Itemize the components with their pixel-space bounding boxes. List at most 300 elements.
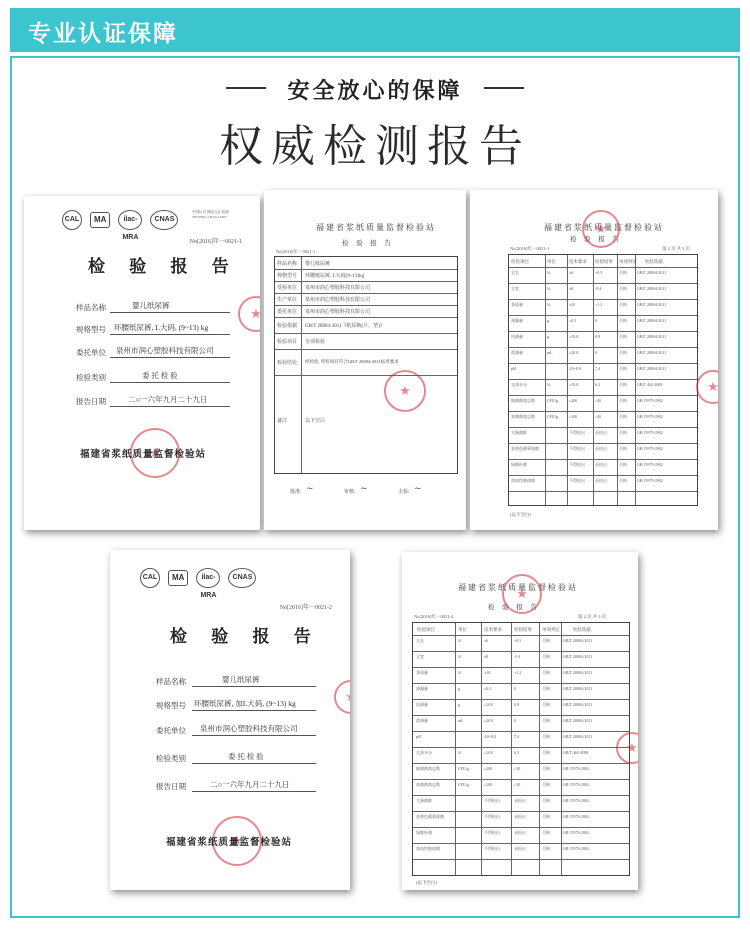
results-cell: 真菌菌落总数 (511, 414, 535, 419)
field-underline (192, 735, 316, 736)
results-cell: 未检出 (514, 798, 526, 803)
page-title: 权威检测报告 (219, 121, 531, 172)
results-cell: ≤20.0 (569, 350, 579, 355)
field-underline (192, 763, 316, 764)
summary-label: 受检单位 (277, 286, 298, 291)
banner-title: 专业认证保障 (28, 21, 178, 47)
results-cell: GB/T 28004-2011 (637, 286, 667, 291)
results-col-header: 检验项目 (511, 259, 529, 264)
results-cell: 大肠菌群 (416, 798, 432, 803)
results-cell: GB/T 28004-2011 (563, 718, 593, 723)
field-value-client: 泉州市润心塑胶科技有限公司 (200, 724, 298, 733)
results-row-divider (509, 411, 697, 412)
field-underline (192, 791, 316, 792)
results-cell: ≤0.5 (484, 686, 492, 691)
results-cell: ≤10.0 (569, 382, 579, 387)
sheet-page: 第 2 页 共 3 页 (662, 246, 691, 251)
results-cell: 不得检出 (484, 798, 500, 803)
results-cell: CFU/g (458, 766, 469, 771)
results-row-divider (509, 331, 697, 332)
results-cell: 不得检出 (484, 846, 500, 851)
results-row-divider (413, 683, 629, 684)
results-cell: 溶血性链球菌 (511, 478, 535, 483)
results-cell: 未检出 (595, 462, 607, 467)
results-cell: <20 (595, 398, 602, 403)
results-cell: GB/T 28004-2011 (563, 702, 593, 707)
field-label-client: 委托单位 (76, 348, 106, 357)
results-cell: 合格 (542, 798, 550, 803)
results-cell: 未检出 (514, 846, 526, 851)
results-cell: ±8 (484, 654, 489, 659)
summary-label: 生产单位 (277, 298, 298, 303)
summary-value: 以下空白 (305, 419, 326, 424)
results-cell: 未检出 (595, 478, 607, 483)
results-cell: 交货水分 (511, 382, 527, 387)
results-cell: 0 (595, 350, 597, 355)
results-cell: 合格 (619, 350, 627, 355)
signature-label: 审核: (344, 490, 356, 495)
summary-table (274, 256, 458, 474)
results-cell: 合格 (619, 446, 627, 451)
results-cell: 合格 (542, 702, 550, 707)
sheet-subheader: 检 验 报 告 (488, 604, 540, 611)
results-cell: GB 15979-2002 (637, 430, 663, 435)
results-cell: ±10 (569, 302, 576, 307)
signature-mark: ~ (360, 484, 368, 494)
results-col-header: 检验结果 (595, 259, 613, 264)
results-cell: 6.3 (595, 382, 600, 387)
results-cell: <20 (595, 414, 602, 419)
results-cell: g (547, 318, 549, 323)
results-cell: GB 15979-2002 (563, 814, 589, 819)
field-label-type: 检验类别 (156, 754, 186, 763)
results-cell: GB 15979-2002 (637, 462, 663, 467)
results-table-2 (412, 622, 630, 876)
results-cell: 合格 (542, 766, 550, 771)
results-row-divider (509, 347, 697, 348)
results-row-divider (509, 427, 697, 428)
results-cell: pH (511, 366, 516, 371)
results-row-divider (413, 747, 629, 748)
field-underline (110, 334, 230, 335)
results-row-divider (413, 731, 629, 732)
results-cell: ≤200 (569, 398, 578, 403)
report-title: 检 验 报 告 (88, 257, 239, 276)
results-cell: GB 15979-2002 (563, 798, 589, 803)
field-label-sample: 样品名称 (156, 677, 186, 686)
results-cell: GB/T 28004-2011 (563, 670, 593, 675)
results-col-header: 检验依据 (573, 627, 591, 632)
results-cell: 金黄色葡萄球菌 (511, 446, 539, 451)
report-cover-document-2 (110, 550, 350, 890)
results-cell: ≤100 (569, 414, 578, 419)
summary-value: 泉州市润心塑胶科技有限公司 (305, 310, 371, 315)
results-col-header: 技术要求 (569, 259, 587, 264)
summary-label: 检验依据 (277, 324, 298, 329)
field-underline (192, 710, 316, 711)
results-cell: 4.0~8.0 (569, 366, 582, 371)
results-cell: 滑渗量 (416, 718, 428, 723)
results-cell: CFU/g (547, 414, 558, 419)
results-cell: 0 (514, 686, 516, 691)
results-cell: 绿脓杆菌 (416, 830, 432, 835)
summary-label: 规格型号 (277, 274, 298, 279)
results-cell: 回渗量 (416, 702, 428, 707)
results-col-header: 技术要求 (484, 627, 502, 632)
field-value-type: 委 托 检 验 (228, 752, 264, 761)
results-cell: 合格 (542, 750, 550, 755)
results-cell: 6.3 (514, 750, 519, 755)
results-cell: mL (458, 718, 464, 723)
results-col-header: 单项判定 (542, 627, 560, 632)
sheet-page: 第 2 页 共 3 页 (578, 614, 607, 619)
summary-value: 泉州市润心塑胶科技有限公司 (305, 286, 371, 291)
results-cell: GB/T 28004-2011 (637, 302, 667, 307)
results-row-divider (509, 363, 697, 364)
results-cell: 绿脓杆菌 (511, 462, 527, 467)
summary-label: 检验项目 (277, 340, 298, 345)
results-cell: 7.4 (595, 366, 600, 371)
field-label-client: 委托单位 (156, 726, 186, 735)
summary-value: 泉州市润心塑胶科技有限公司 (305, 298, 371, 303)
results-cell: 条质量 (416, 670, 428, 675)
test-results-document-2 (402, 552, 638, 890)
sheet-number: No[2016]年一0021-1 (276, 249, 316, 254)
results-cell: <20 (514, 766, 521, 771)
summary-value: GB/T 28004-2011《纸尿裤(片、垫)》 (305, 324, 385, 329)
results-cell: % (547, 382, 551, 387)
results-cell: 不得检出 (484, 830, 500, 835)
subtitle-left-rule (226, 87, 266, 89)
results-cell: % (458, 638, 462, 643)
results-cell: 合格 (619, 286, 627, 291)
results-col-header: 检验依据 (645, 259, 663, 264)
results-cell: 未检出 (595, 430, 607, 435)
report-summary-document (264, 190, 466, 530)
results-cell: 全宽 (416, 654, 424, 659)
results-col-header: 单项判定 (619, 259, 637, 264)
field-value-spec: 环腰纸尿裤, L大码, (9~13) kg (114, 323, 209, 332)
results-cell: GB/T 28004-2011 (563, 686, 593, 691)
results-cell: ≤20.0 (484, 718, 494, 723)
results-cell: 合格 (542, 734, 550, 739)
results-cell: 滑渗量 (511, 350, 523, 355)
results-cell: 渗漏量 (511, 318, 523, 323)
cal-logo: CAL (140, 568, 160, 588)
summary-label: 委托单位 (277, 310, 298, 315)
results-cell: 合格 (619, 270, 627, 275)
summary-label: 样品名称 (277, 262, 298, 267)
field-label-type: 检验类别 (76, 373, 106, 382)
results-cell: 合格 (542, 846, 550, 851)
field-underline (110, 357, 230, 358)
report-footer-org: 福建省浆纸质量监督检验站 (166, 838, 293, 848)
field-value-sample: 婴儿纸尿裤 (132, 301, 170, 310)
results-cell: GB/T 28004-2011 (637, 334, 667, 339)
results-cell: pH (416, 734, 421, 739)
results-row-divider (413, 763, 629, 764)
report-number: No[2016]年一0021-2 (279, 605, 332, 611)
results-cell: ≤10.0 (484, 750, 494, 755)
results-row-divider (413, 651, 629, 652)
field-underline (110, 406, 230, 407)
field-value-date: 二○一六年九月二十九日 (210, 780, 290, 789)
results-cell: 渗漏量 (416, 686, 428, 691)
results-cell: GB/T 462-2008 (563, 750, 589, 755)
results-cell: 合格 (619, 366, 627, 371)
results-row-divider (413, 667, 629, 668)
results-cell: GB/T 28004-2011 (637, 318, 667, 323)
section-banner (10, 8, 740, 52)
field-label-date: 报告日期 (76, 397, 106, 406)
results-cell: 回渗量 (511, 334, 523, 339)
results-cell: GB 15979-2002 (637, 446, 663, 451)
sheet-subheader: 检 验 报 告 (570, 236, 622, 243)
results-cell: % (547, 270, 551, 275)
results-cell: +0.5 (595, 270, 603, 275)
results-row-divider (413, 699, 629, 700)
ilac-mra-logo: ilac-MRA (118, 210, 142, 230)
results-row-divider (413, 827, 629, 828)
results-row-divider (509, 395, 697, 396)
results-cell: ±6 (569, 270, 574, 275)
results-cell: GB 15979-2002 (637, 414, 663, 419)
results-note: (以下空白) (416, 880, 437, 885)
results-row-divider (509, 491, 697, 492)
field-value-sample: 婴儿纸尿裤 (222, 675, 260, 684)
results-cell: 合格 (619, 478, 627, 483)
cal-logo: CAL (62, 210, 82, 230)
signature-label: 批准: (290, 490, 302, 495)
sheet-header: 福建省浆纸质量监督检验站 (316, 223, 436, 232)
cnas-logo: CNAS (228, 568, 256, 588)
results-col-header: 检验项目 (417, 627, 435, 632)
summary-value: 环腰纸尿裤, L大码(9~13)kg (305, 274, 365, 279)
report-cover-document (24, 196, 260, 530)
results-cell: GB 15979-2002 (637, 478, 663, 483)
results-cell: 合格 (542, 670, 550, 675)
results-cell: 真菌菌落总数 (416, 782, 440, 787)
field-underline (110, 312, 230, 313)
ilac-mra-logo: ilac-MRA (196, 568, 220, 588)
results-cell: 未检出 (514, 814, 526, 819)
cma-logo: MA (90, 212, 110, 228)
results-cell: 合格 (619, 382, 627, 387)
results-cell: 全长 (416, 638, 424, 643)
results-note: (以下空白) (510, 512, 531, 517)
results-cell: GB 15979-2002 (637, 398, 663, 403)
field-label-spec: 规格型号 (156, 701, 186, 710)
results-cell: ≤200 (484, 766, 493, 771)
summary-label: 备注 (277, 419, 288, 424)
results-cell: 合格 (542, 782, 550, 787)
results-cell: 合格 (542, 686, 550, 691)
field-label-date: 报告日期 (156, 782, 186, 791)
results-cell: g (458, 702, 460, 707)
results-cell: % (458, 654, 462, 659)
results-cell: 条质量 (511, 302, 523, 307)
results-cell: 合格 (542, 638, 550, 643)
results-cell: 合格 (619, 398, 627, 403)
signature-mark: ~ (414, 484, 422, 494)
results-cell: GB 15979-2002 (563, 782, 589, 787)
results-cell: GB/T 28004-2011 (637, 350, 667, 355)
results-cell: CFU/g (547, 398, 558, 403)
results-cell: 不得检出 (569, 430, 585, 435)
results-cell: 合格 (619, 462, 627, 467)
results-cell: GB/T 28004-2011 (637, 366, 667, 371)
results-cell: % (458, 750, 462, 755)
results-cell: GB/T 28004-2011 (563, 638, 593, 643)
report-footer-org: 福建省浆纸质量监督检验站 (80, 450, 207, 460)
results-cell: GB 15979-2002 (563, 830, 589, 835)
results-cell: % (547, 302, 551, 307)
results-cell: 合格 (542, 654, 550, 659)
cnas-logo: CNAS (150, 210, 178, 230)
results-cell: g (458, 686, 460, 691)
results-cell: ±10 (484, 670, 491, 675)
signature-mark: ~ (306, 484, 314, 494)
results-cell: 大肠菌群 (511, 430, 527, 435)
results-cell: ≤0.5 (569, 318, 577, 323)
results-cell: 未检出 (514, 830, 526, 835)
field-label-sample: 样品名称 (76, 303, 106, 312)
signature-label: 主检: (398, 490, 410, 495)
results-col-header: 单位 (458, 627, 467, 632)
results-cell: 细菌菌落总数 (416, 766, 440, 771)
sheet-header: 福建省浆纸质量监督检验站 (458, 583, 578, 592)
results-cell: GB/T 28004-2011 (563, 654, 593, 659)
results-cell: GB 15979-2002 (563, 846, 589, 851)
results-cell: 0.8 (514, 702, 519, 707)
results-cell: 合格 (619, 430, 627, 435)
summary-value: 婴儿纸尿裤 (305, 262, 331, 267)
subtitle-right-rule (484, 87, 524, 89)
results-cell: +1.2 (514, 670, 522, 675)
edge-seal (238, 296, 260, 332)
results-cell: 合格 (619, 334, 627, 339)
results-cell: +0.5 (514, 638, 522, 643)
results-row-divider (413, 779, 629, 780)
official-seal (582, 210, 620, 248)
report-number: No[2016]年一0021-1 (189, 239, 242, 245)
results-cell: 0.8 (595, 334, 600, 339)
results-cell: 合格 (542, 830, 550, 835)
results-cell: 合格 (619, 318, 627, 323)
sheet-header: 福建省浆纸质量监督检验站 (544, 223, 664, 232)
results-table (508, 254, 698, 506)
results-cell: 合格 (619, 302, 627, 307)
results-row-divider (413, 859, 629, 860)
results-cell: -0.4 (514, 654, 521, 659)
field-value-client: 泉州市润心塑胶科技有限公司 (116, 346, 214, 355)
summary-label: 检验结论 (277, 361, 298, 366)
results-cell: ≤10.0 (484, 702, 494, 707)
results-cell: 0 (595, 318, 597, 323)
edge-seal (696, 370, 718, 404)
results-cell: +1.2 (595, 302, 603, 307)
results-cell: 不得检出 (569, 462, 585, 467)
results-cell: GB/T 28004-2011 (563, 734, 593, 739)
results-col-header: 单位 (547, 259, 556, 264)
summary-value: 经检验, 所检项目符合GB/T 28004-2011标准要求 (305, 359, 399, 364)
results-cell: <20 (514, 782, 521, 787)
results-cell: 合格 (542, 718, 550, 723)
results-cell: g (547, 334, 549, 339)
results-cell: 交货水分 (416, 750, 432, 755)
cnas-caption: 中国认可 国际互认 检测 TESTING CNAS L1867 (192, 210, 229, 219)
results-row-divider (509, 315, 697, 316)
sheet-subheader: 检 验 报 告 (342, 240, 394, 247)
field-value-spec: 环腰纸尿裤, 加L大码, (9~13) kg (194, 699, 296, 708)
field-value-type: 委 托 检 验 (142, 371, 178, 380)
results-cell: 全长 (511, 270, 519, 275)
results-row-divider (413, 795, 629, 796)
results-row-divider (509, 459, 697, 460)
results-cell: 7.4 (514, 734, 519, 739)
results-row-divider (509, 379, 697, 380)
cert-logos (140, 568, 256, 599)
field-label-spec: 规格型号 (76, 325, 106, 334)
results-cell: 细菌菌落总数 (511, 398, 535, 403)
results-cell: 不得检出 (569, 446, 585, 451)
results-cell: 0 (514, 718, 516, 723)
results-cell: GB/T 28004-2011 (637, 270, 667, 275)
results-cell: 不得检出 (569, 478, 585, 483)
results-cell: ≤10.0 (569, 334, 579, 339)
report-title: 检 验 报 告 (170, 627, 321, 646)
results-cell: 4.0~8.0 (484, 734, 497, 739)
results-row-divider (509, 283, 697, 284)
results-cell: GB 15979-2002 (563, 766, 589, 771)
results-cell: GB/T 462-2008 (637, 382, 663, 387)
cma-logo: MA (168, 570, 188, 586)
results-col-header: 检验结果 (514, 627, 532, 632)
results-row-divider (413, 811, 629, 812)
results-cell: 金黄色葡萄球菌 (416, 814, 444, 819)
results-cell: 合格 (619, 414, 627, 419)
edge-seal (334, 680, 350, 714)
results-cell: ±8 (569, 286, 574, 291)
results-cell: ≤100 (484, 782, 493, 787)
sheet-number: No[2016]年一0021-2 (414, 614, 454, 619)
results-cell: 合格 (542, 814, 550, 819)
results-row-divider (509, 443, 697, 444)
results-cell: 溶血性链球菌 (416, 846, 440, 851)
results-row-divider (413, 843, 629, 844)
results-row-divider (509, 299, 697, 300)
results-cell: -0.4 (595, 286, 602, 291)
field-underline (110, 382, 230, 383)
test-results-document (470, 190, 718, 530)
summary-value: 全项检验 (305, 340, 326, 345)
results-cell: 未检出 (595, 446, 607, 451)
sheet-number: No[2016]年一0021-1 (510, 246, 550, 251)
cert-logos (62, 210, 178, 241)
results-cell: % (547, 286, 551, 291)
official-seal (384, 370, 426, 412)
subtitle: 安全放心的保障 (287, 79, 463, 104)
results-cell: % (458, 670, 462, 675)
results-cell: ±6 (484, 638, 489, 643)
results-cell: mL (547, 350, 553, 355)
results-cell: 不得检出 (484, 814, 500, 819)
field-value-date: 二○一六年九月二十九日 (128, 395, 208, 404)
results-cell: CFU/g (458, 782, 469, 787)
results-row-divider (413, 715, 629, 716)
results-cell: 全宽 (511, 286, 519, 291)
field-underline (192, 686, 316, 687)
